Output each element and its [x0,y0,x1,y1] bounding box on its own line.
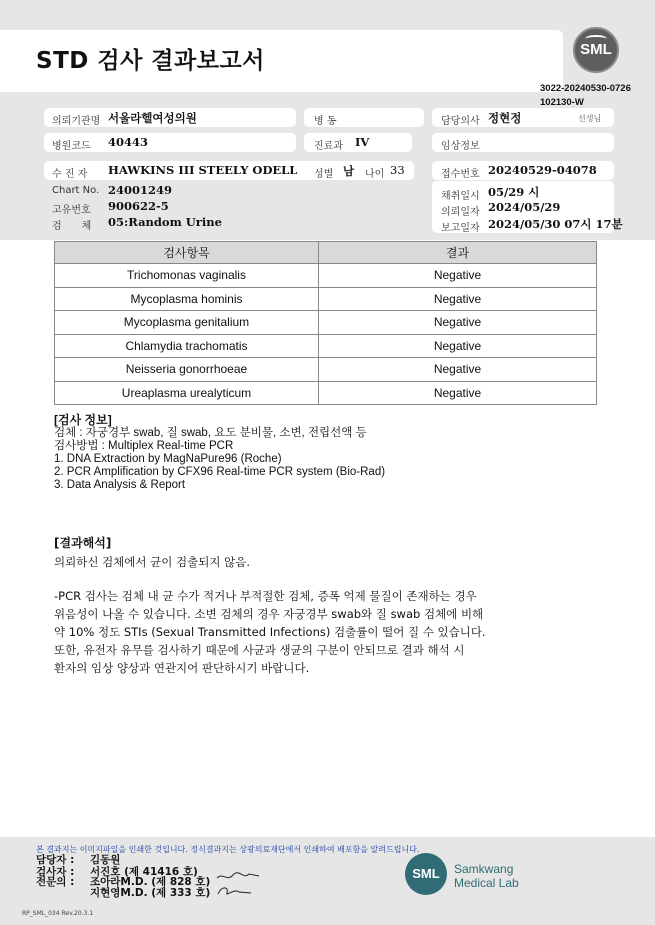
sml-footer-logo-text: SML [412,866,440,881]
chart-no-label: Chart No. [52,185,100,196]
report-id [540,82,631,110]
footer-brand [454,862,519,890]
test-result: Negative [319,381,597,405]
examiner-value: 서진호 (제 41416 호) [90,866,198,878]
examiner-label: 검사자 : [36,866,75,878]
interpretation-heading: [결과해석] [54,536,112,550]
sml-footer-logo [405,853,447,895]
signature-1-icon [215,870,263,884]
interpretation-section [54,537,486,677]
footer-notice: 본 결과지는 이미지파일을 인쇄한 것입니다. 정식결과지는 상광의료재단에서 인쇄하여 배포함을 알려드립니다. [36,845,420,854]
test-item: Ureaplasma urealyticum [55,381,319,405]
sml-logo-text: SML [580,41,612,58]
manager-label: 담당자 : [36,854,75,866]
accession-label: 접수번호 [441,169,480,180]
collect-value: 05/29 시 [488,185,540,199]
test-info-heading: [검사 정보] [54,413,112,427]
sex-value: 남 [343,164,355,178]
test-result: Negative [319,358,597,382]
table-row [55,381,597,405]
interpretation-line: -PCR 검사는 검체 내 균 수가 적거나 부적절한 검체, 증폭 억제 물질이 존재하는 경우 [54,589,477,603]
manager-value: 김동원 [90,854,121,866]
specialist-value-1: 조아라M.D. (제 828 호) [90,876,211,888]
doctor-label: 담당의사 [441,116,480,127]
test-item: Mycoplasma genitalium [55,311,319,335]
test-info-line: 검체 : 자궁경부 swab, 질 swab, 요도 분비물, 소변, 전립선액 등 [54,427,367,439]
org-value: 서울라헬여성의원 [108,111,197,125]
patient-name-value: HAWKINS III STEELY ODELL [108,163,298,177]
age-value: 33 [390,163,405,177]
col-header-item: 검사항목 [55,242,319,264]
signature-2-icon [215,884,255,898]
report-date-value: 2024/05/30 07시 17분 [488,217,623,231]
specialist-value-2: 지현영M.D. (제 333 호) [90,887,211,899]
dept-value: IV [355,135,370,149]
test-info-line: 3. Data Analysis & Report [54,479,186,491]
brand-line-2: Medical Lab [454,876,519,890]
test-info-section [54,414,385,492]
specimen-value: 05:Random Urine [108,215,222,229]
doctor-value: 정현정 [488,111,522,125]
report-id-line2: 102130-W [540,97,584,108]
specimen-label: 검 체 [52,221,92,232]
ward-label: 병 동 [314,116,337,127]
table-row [55,264,597,288]
hospital-code-value: 40443 [108,135,149,149]
doctor-suffix: 선생님 [578,114,602,123]
unique-no-value: 900622-5 [108,199,169,213]
report-id-line1: 3022-20240530-0726 [540,83,631,94]
accession-value: 20240529-04078 [488,163,597,177]
interpretation-line: 약 10% 정도 STIs (Sexual Transmitted Infections) 검출률이 떨어 질 수 있습니다. [54,625,486,639]
table-header-row [55,242,597,264]
table-row [55,334,597,358]
test-item: Trichomonas vaginalis [55,264,319,288]
sex-label: 성별 [314,169,334,180]
form-code: RP_SML_034 Rev.20.3.1 [22,910,94,917]
page-title: STD 검사 결과보고서 [36,48,265,74]
hospital-code-label: 병원코드 [52,141,91,152]
results-table [54,241,597,405]
age-label: 나이 [365,169,385,180]
table-row [55,358,597,382]
col-header-result: 결과 [319,242,597,264]
test-result: Negative [319,311,597,335]
sml-logo [573,27,619,73]
test-item: Neisseria gonorrhoeae [55,358,319,382]
dept-label: 진료과 [314,141,343,152]
interpretation-line: 환자의 임상 양상과 연관지어 판단하시기 바랍니다. [54,661,310,675]
request-label: 의뢰일자 [441,207,480,218]
table-row [55,287,597,311]
org-label: 의뢰기관명 [52,116,101,127]
test-item: Chlamydia trachomatis [55,334,319,358]
interpretation-line: 또한, 유전자 유무를 검사하기 때문에 사균과 생균의 구분이 안되므로 결과 해석 시 [54,643,465,657]
test-info-line: 1. DNA Extraction by MagNaPure96 (Roche) [54,453,282,465]
report-date-label: 보고일자 [441,223,480,234]
test-item: Mycoplasma hominis [55,287,319,311]
chart-no-value: 24001249 [108,183,173,197]
patient-name-label: 수 진 자 [52,169,88,180]
test-info-line: 검사방법 : Multiplex Real-time PCR [54,440,234,452]
test-result: Negative [319,334,597,358]
interpretation-summary: 의뢰하신 검체에서 균이 검출되지 않음. [54,555,251,569]
test-result: Negative [319,287,597,311]
unique-no-label: 고유번호 [52,205,91,216]
test-info-line: 2. PCR Amplification by CFX96 Real-time PCR system (Bio-Rad) [54,466,386,478]
interpretation-line: 위음성이 나올 수 있습니다. 소변 검체의 경우 자궁경부 swab와 질 swab 검체에 비해 [54,607,484,621]
clinical-label: 임상정보 [441,141,480,152]
collect-label: 채취일시 [441,191,480,202]
table-row [55,311,597,335]
request-value: 2024/05/29 [488,200,561,214]
brand-line-1: Samkwang [454,862,514,876]
specialist-label: 전문의 : [36,876,75,888]
test-result: Negative [319,264,597,288]
